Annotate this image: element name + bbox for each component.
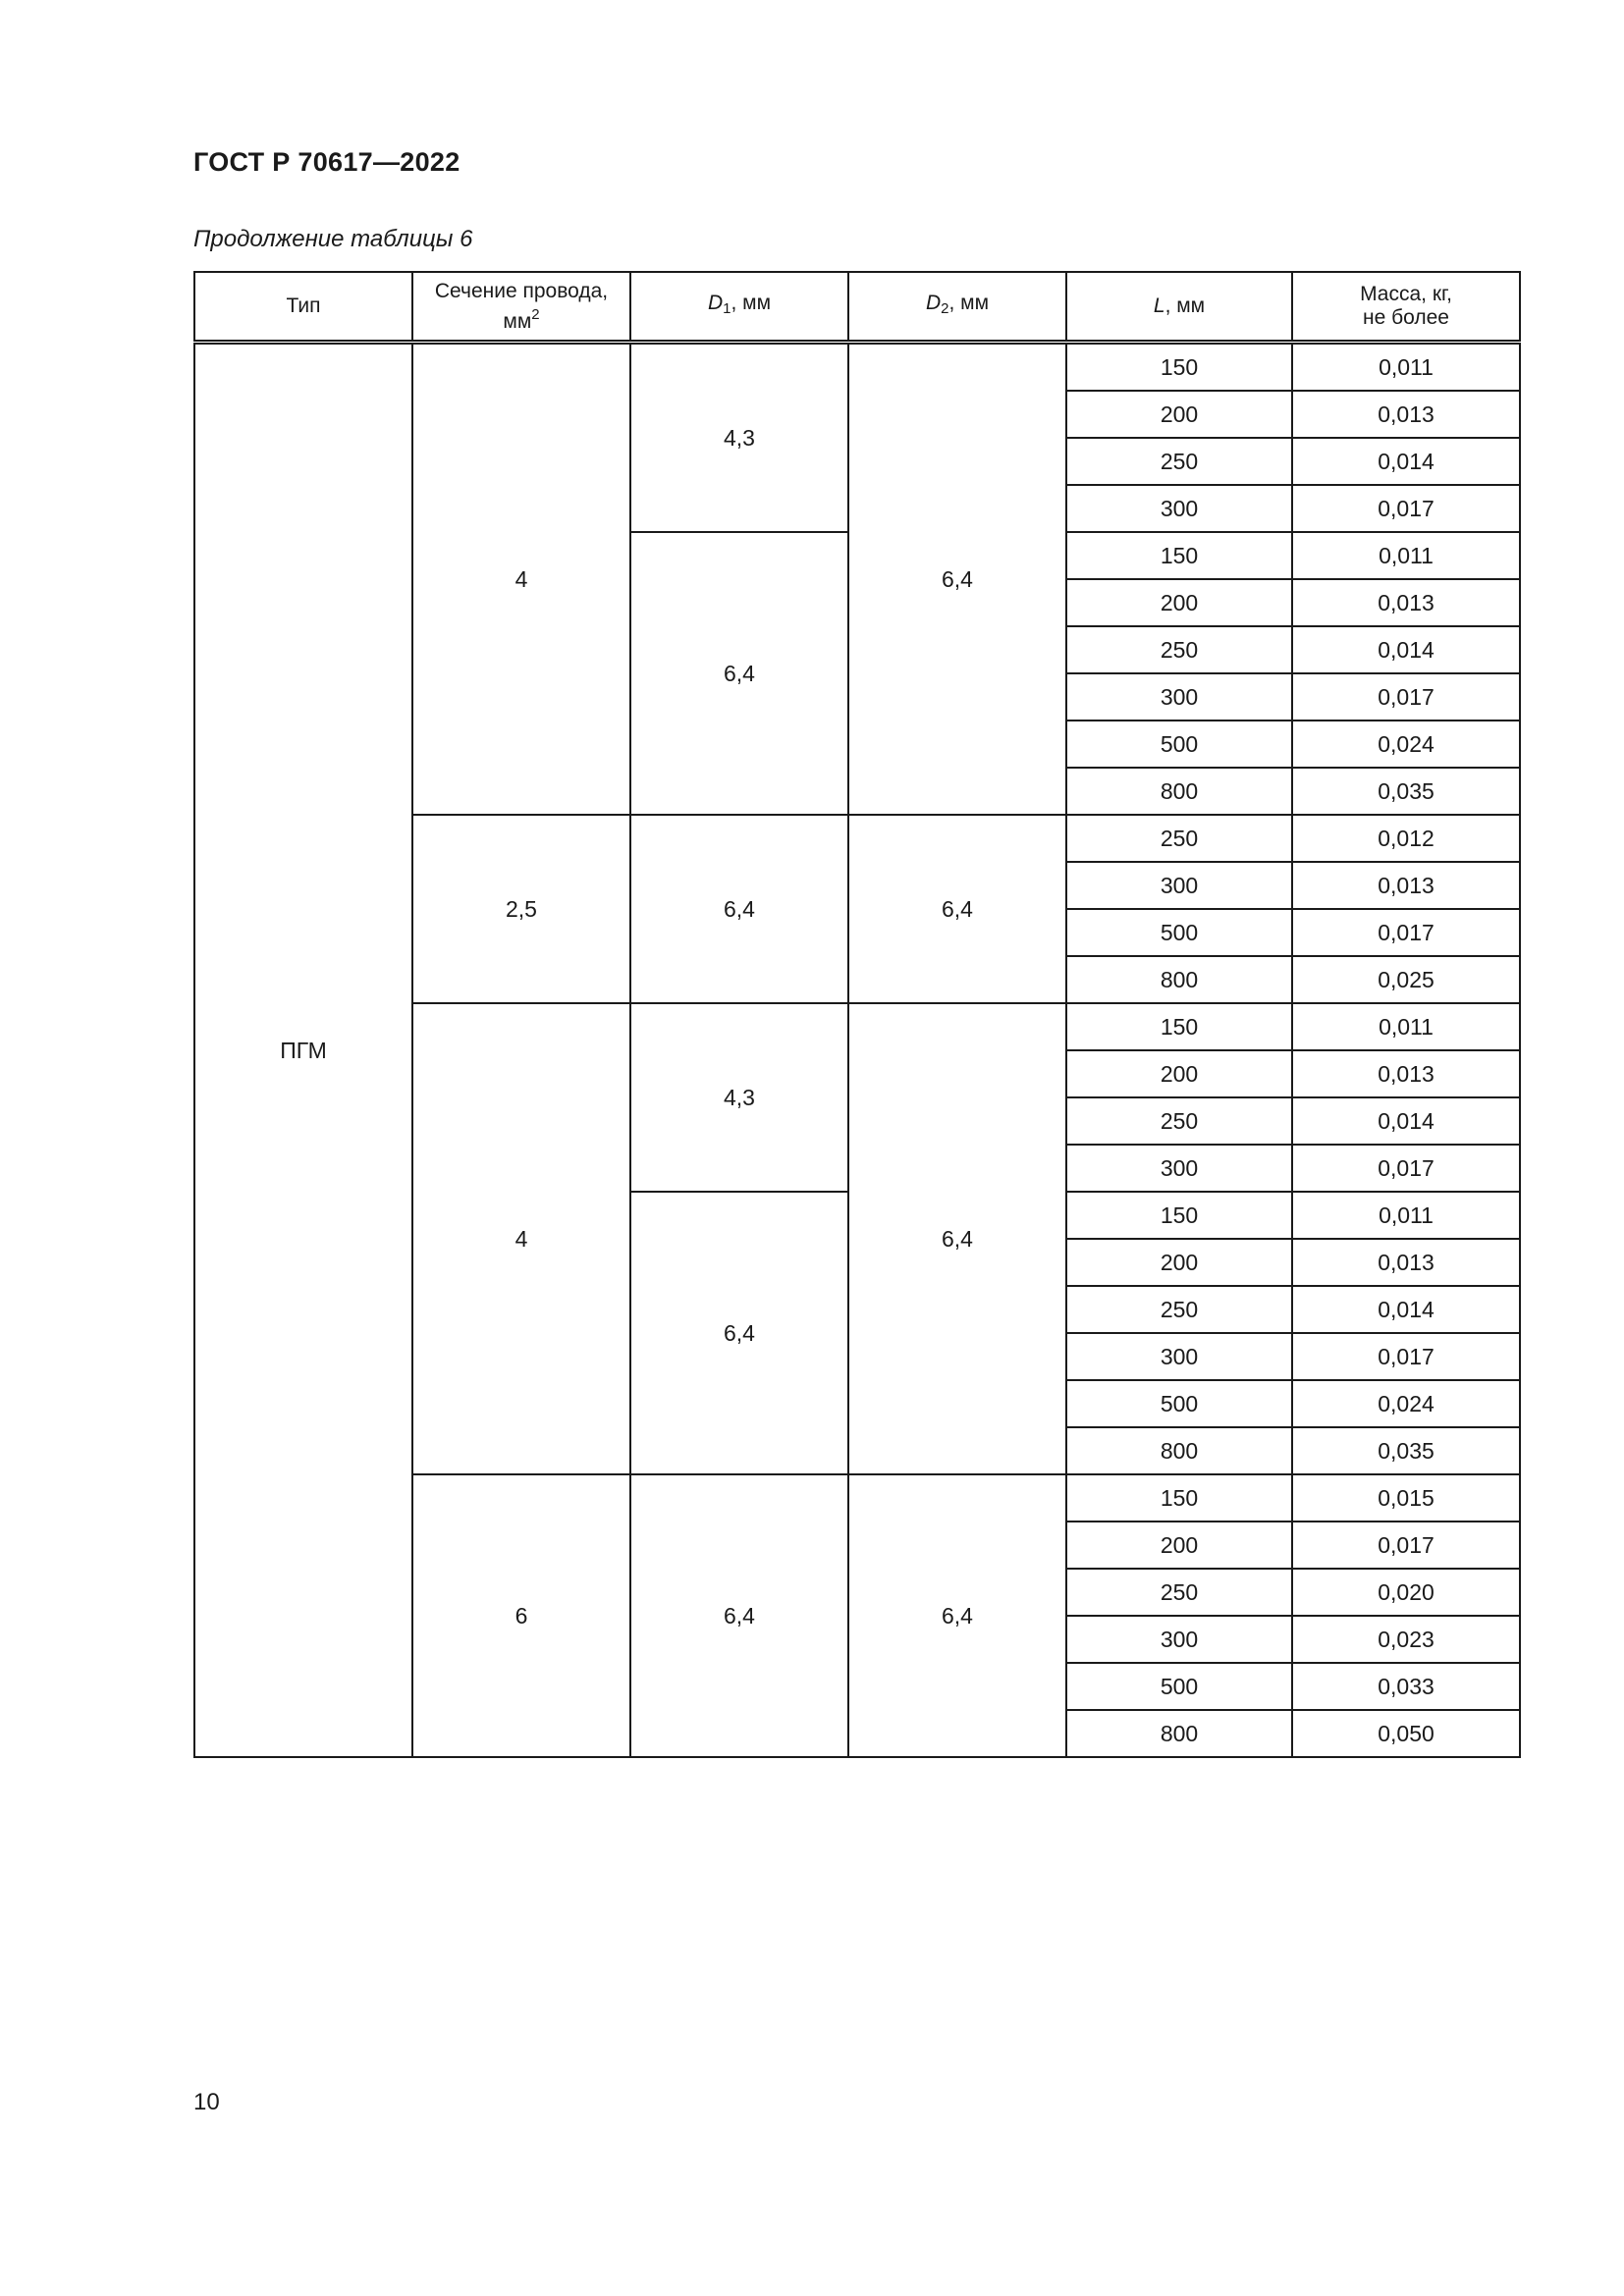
mass-cell: 0,017 <box>1292 1522 1520 1569</box>
mass-cell: 0,015 <box>1292 1474 1520 1522</box>
length-cell: 300 <box>1066 1616 1292 1663</box>
d2-cell: 6,4 <box>848 1474 1066 1757</box>
length-cell: 150 <box>1066 343 1292 392</box>
mass-cell: 0,020 <box>1292 1569 1520 1616</box>
length-cell: 300 <box>1066 1145 1292 1192</box>
mass-cell: 0,017 <box>1292 485 1520 532</box>
mass-cell: 0,012 <box>1292 815 1520 862</box>
length-cell: 250 <box>1066 626 1292 673</box>
length-cell: 150 <box>1066 532 1292 579</box>
length-cell: 150 <box>1066 1474 1292 1522</box>
mass-cell: 0,024 <box>1292 721 1520 768</box>
mass-cell: 0,023 <box>1292 1616 1520 1663</box>
length-cell: 250 <box>1066 438 1292 485</box>
length-cell: 500 <box>1066 1663 1292 1710</box>
table-header-row <box>194 272 1520 343</box>
length-cell: 200 <box>1066 391 1292 438</box>
d1-cell: 4,3 <box>630 1003 848 1192</box>
length-cell: 800 <box>1066 1710 1292 1757</box>
mass-cell: 0,017 <box>1292 673 1520 721</box>
page-number: 10 <box>193 2089 220 2115</box>
d1-cell: 6,4 <box>630 532 848 815</box>
length-cell: 150 <box>1066 1192 1292 1239</box>
d1-cell: 6,4 <box>630 815 848 1003</box>
d2-cell: 6,4 <box>848 815 1066 1003</box>
mass-cell: 0,017 <box>1292 909 1520 956</box>
header-d2: $D_2$, мм <box>848 272 1066 343</box>
mass-cell: 0,014 <box>1292 1097 1520 1145</box>
length-cell: 300 <box>1066 485 1292 532</box>
d1-cell: 4,3 <box>630 343 848 533</box>
mass-cell: 0,035 <box>1292 1427 1520 1474</box>
header-d1: $D_1$, мм <box>630 272 848 343</box>
document-title: ГОСТ Р 70617—2022 <box>193 147 460 177</box>
mass-cell: 0,011 <box>1292 343 1520 392</box>
mass-cell: 0,050 <box>1292 1710 1520 1757</box>
section-cell: 4 <box>412 343 630 816</box>
header-type: Тип <box>194 272 412 343</box>
length-cell: 200 <box>1066 1050 1292 1097</box>
length-cell: 300 <box>1066 862 1292 909</box>
length-cell: 500 <box>1066 1380 1292 1427</box>
mass-cell: 0,011 <box>1292 532 1520 579</box>
mass-cell: 0,014 <box>1292 626 1520 673</box>
length-cell: 150 <box>1066 1003 1292 1050</box>
length-cell: 250 <box>1066 1286 1292 1333</box>
mass-cell: 0,017 <box>1292 1145 1520 1192</box>
length-cell: 500 <box>1066 721 1292 768</box>
table-caption: Продолжение таблицы 6 <box>193 226 473 252</box>
mass-cell: 0,013 <box>1292 579 1520 626</box>
mass-cell: 0,014 <box>1292 438 1520 485</box>
length-cell: 200 <box>1066 1239 1292 1286</box>
length-cell: 300 <box>1066 673 1292 721</box>
mass-cell: 0,017 <box>1292 1333 1520 1380</box>
mass-cell: 0,013 <box>1292 391 1520 438</box>
mass-cell: 0,014 <box>1292 1286 1520 1333</box>
section-cell: 6 <box>412 1474 630 1757</box>
length-cell: 200 <box>1066 579 1292 626</box>
length-cell: 200 <box>1066 1522 1292 1569</box>
mass-cell: 0,025 <box>1292 956 1520 1003</box>
table-row <box>194 343 1520 392</box>
section-cell: 4 <box>412 1003 630 1474</box>
length-cell: 250 <box>1066 1569 1292 1616</box>
d2-cell: 6,4 <box>848 1003 1066 1474</box>
length-cell: 250 <box>1066 1097 1292 1145</box>
mass-cell: 0,011 <box>1292 1003 1520 1050</box>
length-cell: 300 <box>1066 1333 1292 1380</box>
d1-cell: 6,4 <box>630 1474 848 1757</box>
type-cell: ПГМ <box>194 343 412 1758</box>
length-cell: 250 <box>1066 815 1292 862</box>
d1-cell: 6,4 <box>630 1192 848 1474</box>
header-length: L, мм <box>1066 272 1292 343</box>
specification-table <box>193 271 1521 1758</box>
mass-cell: 0,013 <box>1292 862 1520 909</box>
section-cell: 2,5 <box>412 815 630 1003</box>
d2-cell: 6,4 <box>848 343 1066 816</box>
mass-cell: 0,013 <box>1292 1050 1520 1097</box>
mass-cell: 0,024 <box>1292 1380 1520 1427</box>
mass-cell: 0,011 <box>1292 1192 1520 1239</box>
length-cell: 500 <box>1066 909 1292 956</box>
mass-cell: 0,013 <box>1292 1239 1520 1286</box>
length-cell: 800 <box>1066 956 1292 1003</box>
mass-cell: 0,035 <box>1292 768 1520 815</box>
length-cell: 800 <box>1066 1427 1292 1474</box>
header-mass: Масса, кг, не более <box>1292 272 1520 343</box>
header-wire-section: Сечение провода, $мм^2$ <box>412 272 630 343</box>
length-cell: 800 <box>1066 768 1292 815</box>
mass-cell: 0,033 <box>1292 1663 1520 1710</box>
